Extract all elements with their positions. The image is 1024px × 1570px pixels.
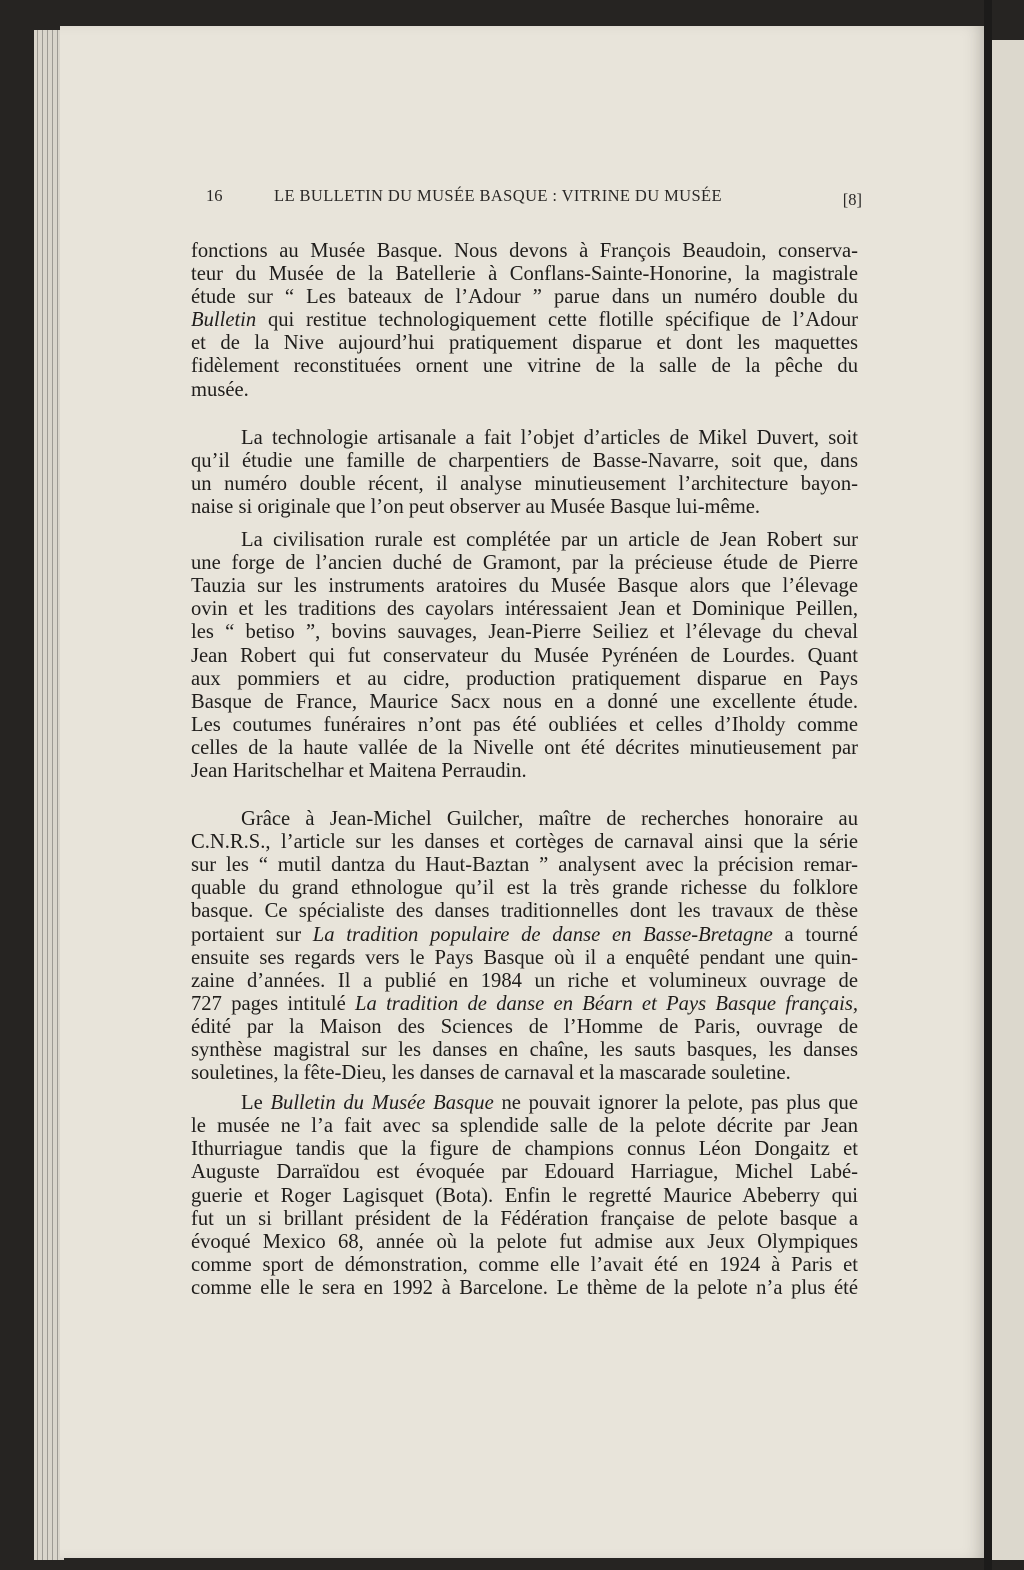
text-segment: portaient sur [191,923,313,946]
text-segment: Jean Robert qui fut conservateur du Musée Pyrénéen de Lourdes. Quant [191,644,858,667]
text-line [191,993,858,1016]
text-segment: et de la Nive aujourd’hui pratiquement disparue et dont les maquettes [191,332,858,355]
running-header [206,186,862,208]
text-line [191,621,858,644]
text-segment: ne pouvait ignorer la pelote, pas plus que [493,1092,858,1115]
text-line [191,1039,858,1062]
italic-title: Bulletin [191,309,257,332]
text-segment: fidèlement reconstituées ornent une vitrine de la salle de la pêche du [191,355,858,378]
text-line [191,1115,858,1138]
text-line [191,947,858,970]
text-line [191,332,858,355]
text-segment: Basque de France, Maurice Sacx nous en a donné une excellente étude. [191,690,858,713]
text-line [191,575,858,598]
text-line [191,1016,858,1039]
text-segment: qui restitue technologiquement cette flotille spécifique de l’Adour [256,309,858,332]
text-segment: aux pommiers et au cidre, production pratiquement disparue en Pays [191,667,858,690]
text-segment: sur les “ mutil dantza du Haut-Baztan ” analysent avec la précision remar- [191,854,858,877]
text-segment: musée. [191,378,249,401]
italic-title: Bulletin du Musée Basque [270,1092,494,1115]
text-line [191,1185,858,1208]
paragraph [191,1092,858,1300]
section-number: [8] [842,190,862,209]
text-line [191,286,858,309]
text-line [191,668,858,691]
text-line [191,1092,858,1115]
text-line [191,924,858,947]
paragraph [191,427,858,519]
text-line [191,970,858,993]
text-segment: Ithurriague tandis que la figure de champions connus Léon Dongaitz et [191,1138,858,1161]
text-segment: évoqué Mexico 68, année où la pelote fut admise aux Jeux Olympiques [191,1230,858,1253]
text-line [191,714,858,737]
text-segment: a tourné [772,923,858,946]
page-number: 16 [206,186,223,205]
text-segment: Les coutumes funéraires n’ont pas été oubliées et celles d’Iholdy comme [191,713,858,736]
text-segment: étude sur “ Les bateaux de l’Adour ” parue dans un numéro double du [191,286,858,309]
text-segment: 727 pages intitulé [191,992,356,1015]
text-segment: un numéro double récent, il analyse minutieusement l’architecture bayon- [191,472,858,495]
text-segment: ovin et les traditions des cayolars intéressaient Jean et Dominique Peillen, [191,598,858,621]
text-line [191,598,858,621]
text-line [191,1208,858,1231]
text-segment: édité par la Maison des Sciences de l’Homme de Paris, ouvrage de [191,1015,858,1038]
text-line [191,831,858,854]
text-segment: souletines, la fête-Dieu, les danses de carnaval et la mascarade souletine. [191,1062,791,1085]
text-segment: celles de la haute vallée de la Nivelle ont été décrites minutieusement par [191,736,858,759]
text-line [191,240,858,263]
text-segment: le musée ne l’a fait avec sa splendide salle de la pelote décrite par Jean [191,1115,858,1138]
text-line [191,737,858,760]
text-segment: basque. Ce spécialiste des danses traditionnelles dont les travaux de thèse [191,900,858,923]
text-segment: comme sport de démonstration, comme elle l’avait été en 1924 à Paris et [191,1253,858,1276]
text-segment: zaine d’années. Il a publié en 1984 un riche et volumineux ouvrage de [191,969,858,992]
text-line [191,379,858,402]
text-line [191,808,858,831]
text-line [191,877,858,900]
italic-title: La tradition de danse en Béarn et Pays Basque français, [355,992,858,1015]
italic-title: La tradition populaire de danse en Basse-Bretagne [312,923,773,946]
next-page-edge [992,40,1024,1560]
text-line [191,427,858,450]
text-segment: La civilisation rurale est complétée par un article de Jean Robert sur [241,529,858,552]
text-segment: La technologie artisanale a fait l’objet d’articles de Mikel Duvert, soit [241,426,858,449]
text-segment: Le [241,1092,271,1115]
text-line [191,691,858,714]
text-line [191,355,858,378]
text-segment: quable du grand ethnologue qu’il est la très grande richesse du folklore [191,877,858,900]
text-line [191,1138,858,1161]
text-segment: teur du Musée de la Batellerie à Conflans-Sainte-Honorine, la magistrale [191,263,858,286]
text-segment: C.N.R.S., l’article sur les danses et cortèges de carnaval ainsi que la série [191,831,858,854]
text-segment: naise si originale que l’on peut observer au Musée Basque lui-même. [191,495,761,518]
text-segment: guerie et Roger Lagisquet (Bota). Enfin le regretté Maurice Abeberry qui [191,1184,858,1207]
paragraph [191,529,858,783]
text-segment: comme elle le sera en 1992 à Barcelone. Le thème de la pelote n’a plus été [191,1276,858,1299]
paragraph [191,808,858,1085]
text-segment: une forge de l’ancien duché de Gramont, par la précieuse étude de Pierre [191,552,858,575]
text-segment: Auguste Darraïdou est évoquée par Edouard Harriague, Michel Labé- [191,1161,858,1184]
text-segment: ensuite ses regards vers le Pays Basque où il a enquêté pendant une quin- [191,946,858,969]
text-line [191,645,858,668]
text-line [191,473,858,496]
text-segment: fut un si brillant président de la Fédération française de pelote basque a [191,1207,858,1230]
text-line [191,496,858,519]
text-line [191,263,858,286]
paragraph [191,240,858,402]
body-text [191,240,858,1300]
text-segment: fonctions au Musée Basque. Nous devons à François Beaudoin, conserva- [191,240,858,262]
text-segment: Grâce à Jean-Michel Guilcher, maître de recherches honoraire au [241,808,858,831]
text-segment: synthèse magistral sur les danses en chaîne, les sauts basques, les danses [191,1039,858,1061]
text-line [191,1277,858,1300]
text-segment: les “ betiso ”, bovins sauvages, Jean-Pierre Seiliez et l’élevage du cheval [191,621,858,644]
text-line [191,1231,858,1254]
book-gutter [984,0,992,1570]
running-title: LE BULLETIN DU MUSÉE BASQUE : VITRINE DU MUSÉE [274,186,722,205]
text-line [191,450,858,473]
text-line [191,1062,858,1085]
text-line [191,760,858,783]
text-line [191,552,858,575]
text-line [191,1161,858,1184]
text-line [191,1254,858,1277]
text-line [191,529,858,552]
text-line [191,900,858,923]
text-line [191,309,858,332]
text-segment: qu’il étudie une famille de charpentiers de Basse-Navarre, soit que, dans [191,449,858,472]
text-segment: Jean Haritschelhar et Maitena Perraudin. [191,759,527,782]
text-line [191,854,858,877]
text-segment: Tauzia sur les instruments aratoires du Musée Basque alors que l’élevage [191,575,858,598]
